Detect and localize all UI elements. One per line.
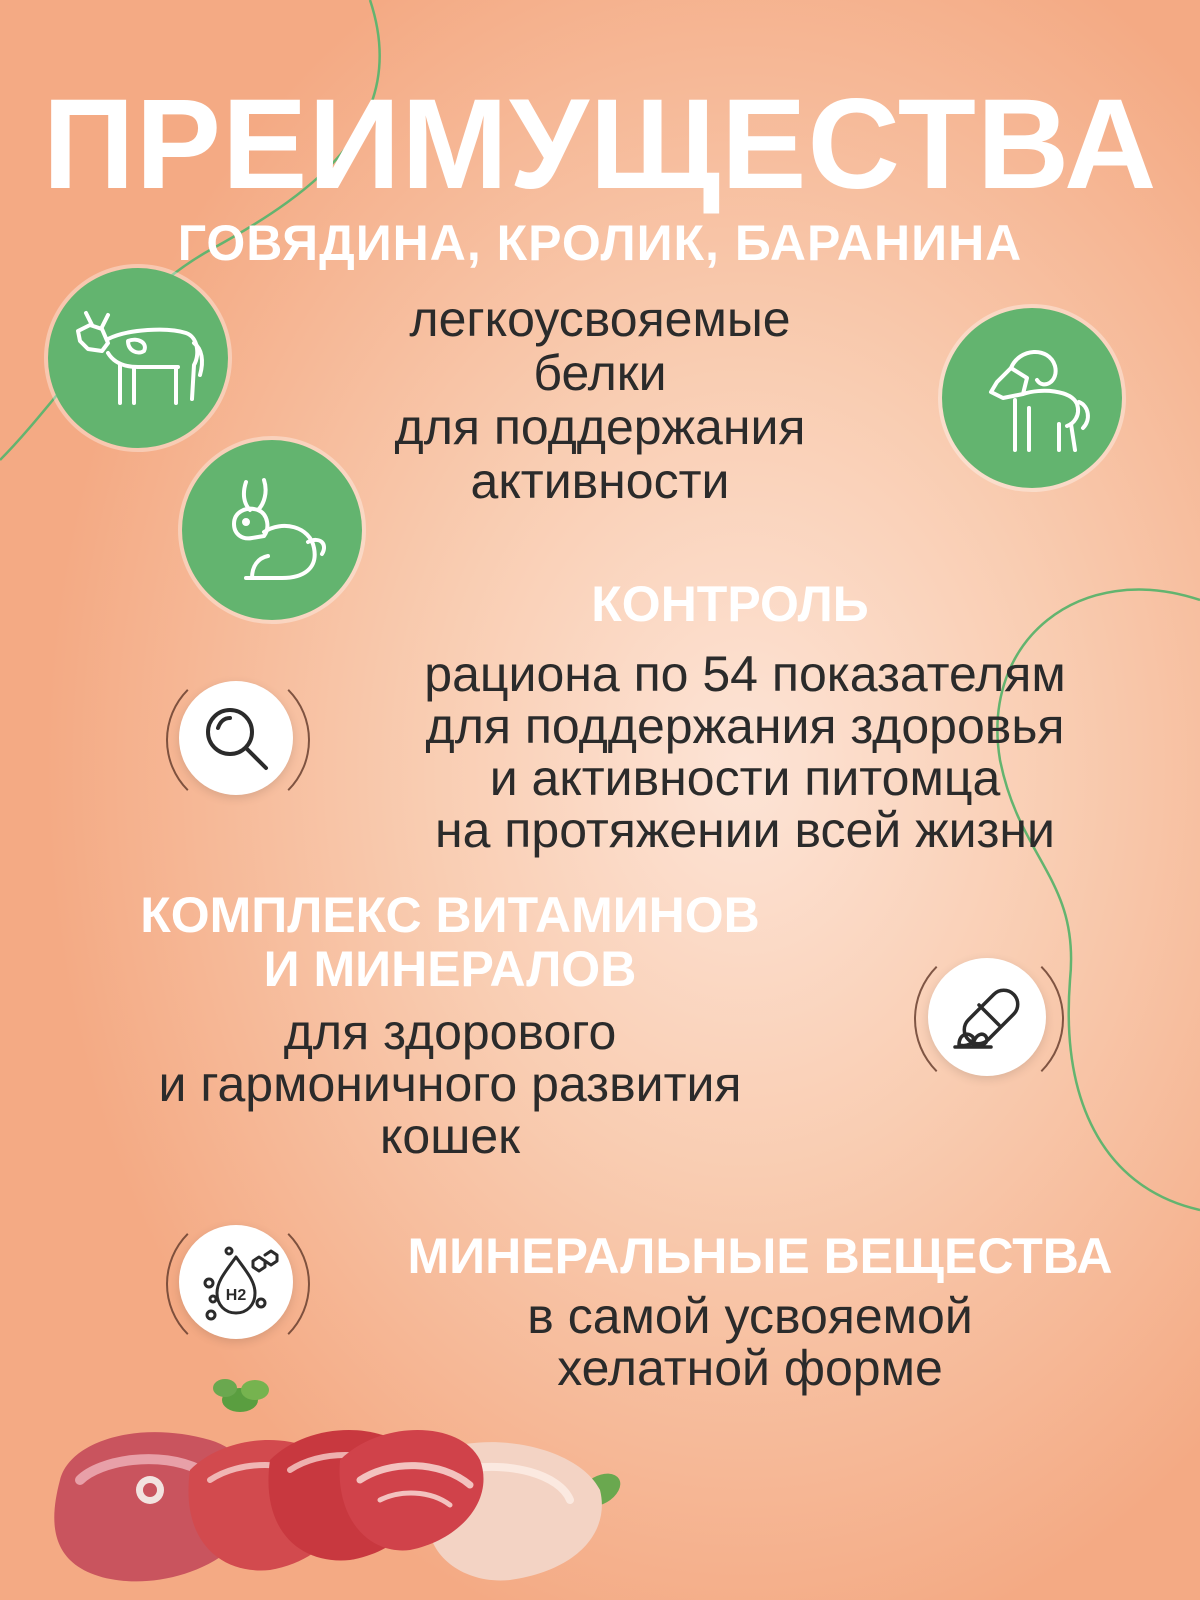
control-line: и активности питомца: [489, 750, 1001, 806]
page-subtitle: ГОВЯДИНА, КРОЛИК, БАРАНИНА: [177, 215, 1023, 271]
protein-text: [320, 292, 880, 508]
magnifier-icon: [196, 698, 276, 778]
vitamins-text: [60, 1006, 840, 1162]
cow-circle: [48, 268, 228, 448]
magnifier-circle: [179, 681, 293, 795]
minerals-line: хелатной форме: [557, 1340, 943, 1396]
control-line: рациона по 54 показателям: [424, 646, 1066, 702]
ram-circle: [942, 308, 1122, 488]
meat-illustration: [40, 1360, 660, 1600]
control-line: для поддержания здоровья: [425, 698, 1065, 754]
drop-icon-text: H2: [225, 1287, 247, 1304]
water-drop-h2-icon: [191, 1237, 281, 1327]
vitamins-line: и гармоничного развития: [158, 1056, 742, 1112]
control-line: на протяжении всей жизни: [435, 802, 1055, 858]
vitamins-line: для здорового: [283, 1004, 617, 1060]
protein-line: для поддержания: [394, 399, 806, 455]
minerals-line: в самой усвояемой: [527, 1288, 973, 1344]
drop-circle: [179, 1225, 293, 1339]
control-heading: КОНТРОЛЬ: [591, 576, 869, 632]
control-text: [310, 648, 1180, 856]
minerals-heading: МИНЕРАЛЬНЫЕ ВЕЩЕСТВА: [407, 1228, 1113, 1284]
vitamins-heading-line: КОМПЛЕКС ВИТАМИНОВ: [140, 887, 760, 943]
ram-icon: [967, 338, 1097, 458]
vitamins-heading-line: И МИНЕРАЛОВ: [263, 941, 637, 997]
vitamins-line: кошек: [379, 1108, 521, 1164]
page-title: ПРЕИМУЩЕСТВА: [42, 73, 1158, 216]
capsule-circle: [928, 958, 1046, 1076]
cow-icon: [68, 303, 208, 413]
protein-line: активности: [470, 453, 730, 509]
protein-line: легкоусвояемые: [409, 291, 791, 347]
rabbit-icon: [212, 470, 332, 590]
vitamins-heading: [80, 888, 820, 996]
capsule-leaf-icon: [945, 975, 1029, 1059]
protein-line: белки: [533, 345, 667, 401]
